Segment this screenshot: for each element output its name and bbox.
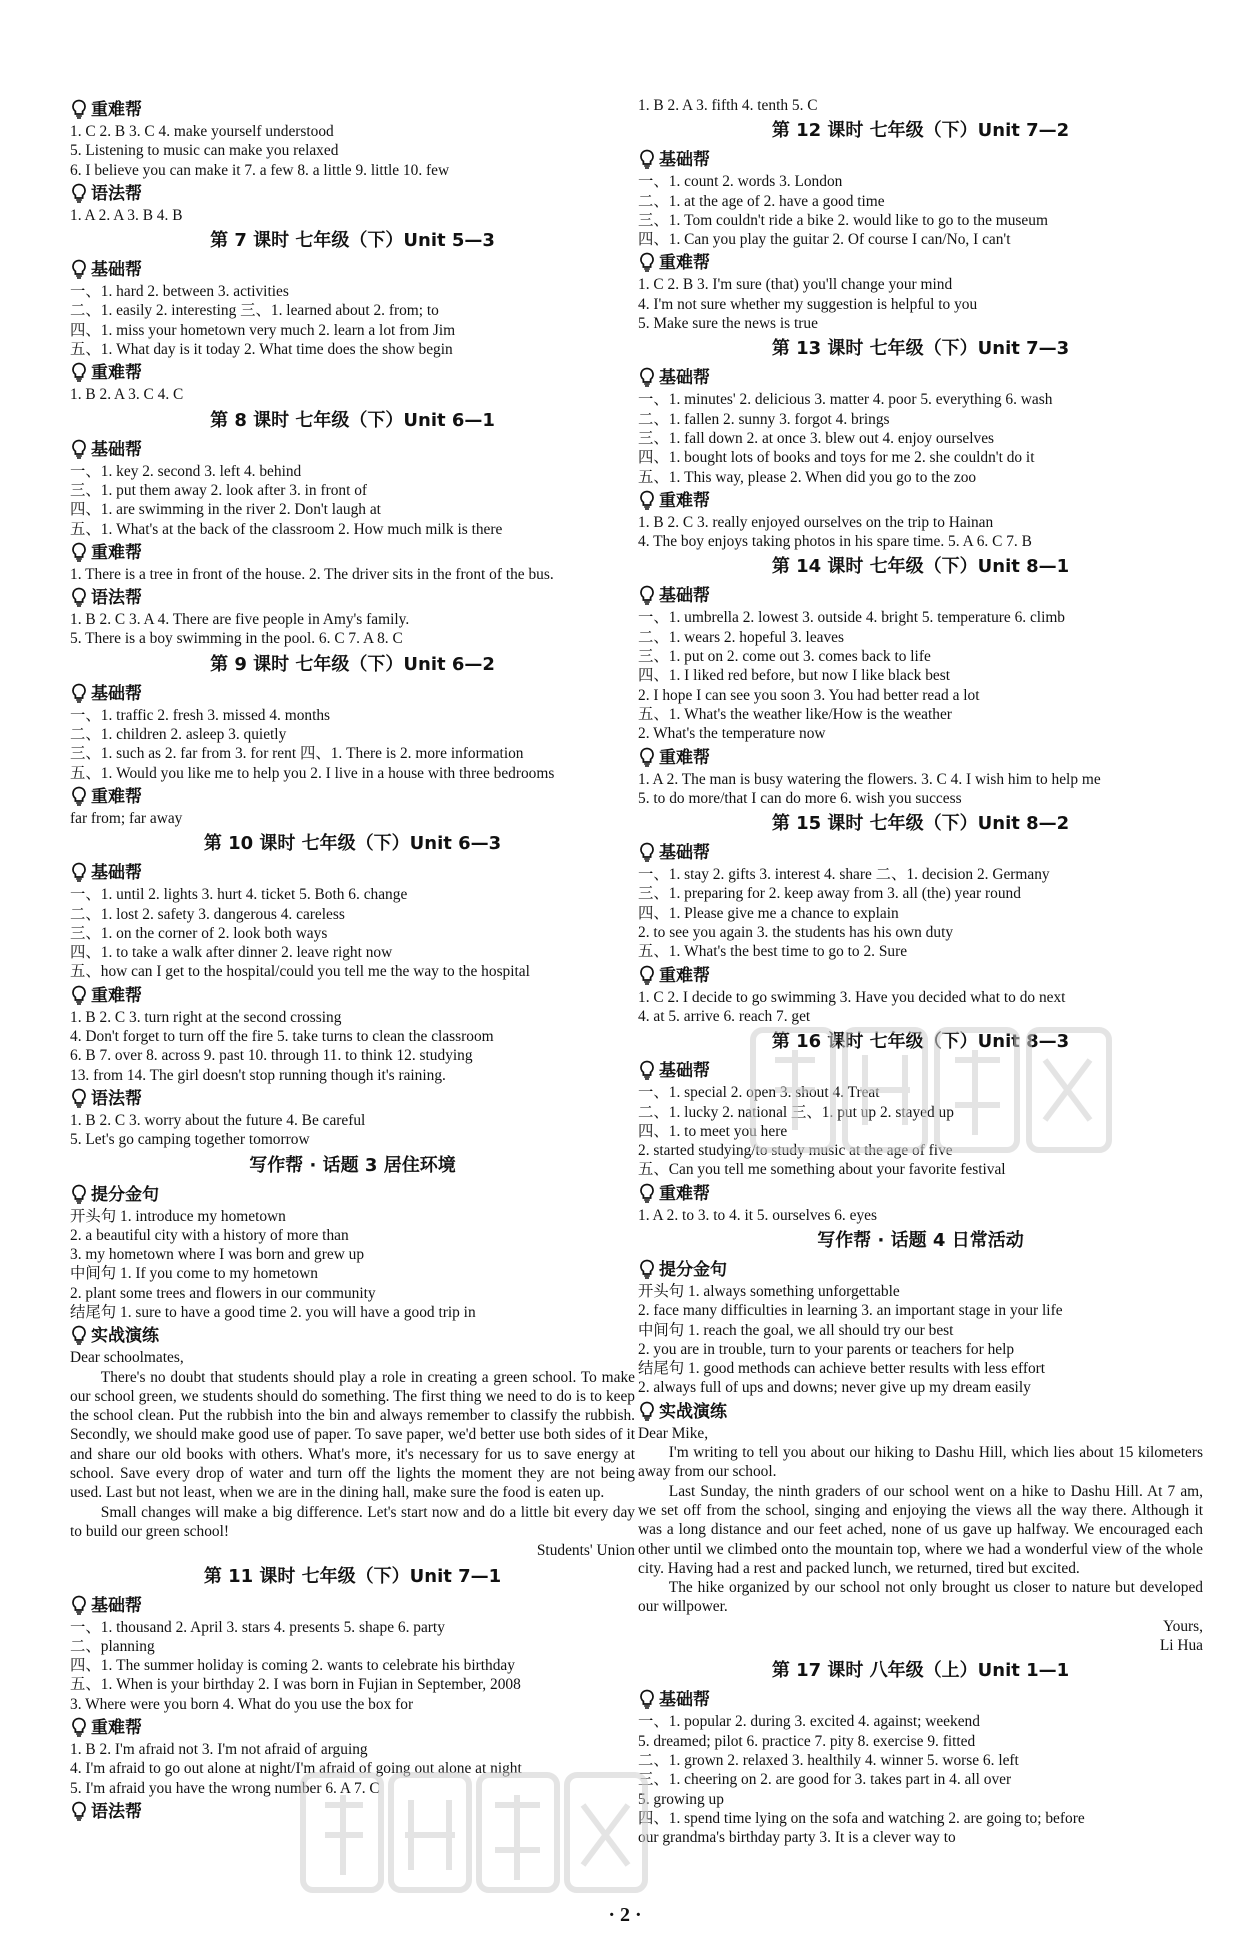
answer-line: 5. I'm afraid you have the wrong number 6. A 7. C xyxy=(70,1779,380,1797)
lightbulb-icon xyxy=(70,184,91,204)
answer-line: 5. Let's go camping together tomorrow xyxy=(70,1131,310,1149)
section-heading-label: 基础帮 xyxy=(659,843,710,864)
answer-line: 4. at 5. arrive 6. reach 7. get xyxy=(638,1007,811,1025)
lightbulb-icon xyxy=(70,1718,91,1738)
section-heading xyxy=(70,682,635,706)
answer-line: far from; far away xyxy=(70,809,183,827)
answer-line: 一、1. stay 2. gifts 3. interest 4. share 二、1. decision 2. Germany xyxy=(638,866,1050,884)
section-heading xyxy=(638,841,1203,865)
section-heading-label: 基础帮 xyxy=(91,683,142,704)
section-heading-label: 基础帮 xyxy=(91,439,142,460)
section-heading xyxy=(70,984,635,1008)
answer-line: 二、1. wears 2. hopeful 3. leaves xyxy=(638,628,845,646)
section-heading-label: 基础帮 xyxy=(659,1690,710,1711)
lightbulb-icon xyxy=(70,588,91,608)
answer-line: 2. face many difficulties in learning 3. an important stage in your life xyxy=(638,1302,1063,1320)
lightbulb-icon xyxy=(70,1802,91,1822)
answer-line: 五、1. What's the best time to go to 2. Sure xyxy=(638,943,908,961)
answer-line: 一、1. key 2. second 3. left 4. behind xyxy=(70,462,302,480)
answer-line: 一、1. thousand 2. April 3. stars 4. presents 5. shape 6. party xyxy=(70,1618,445,1636)
section-heading xyxy=(638,584,1203,608)
section-heading-label: 基础帮 xyxy=(659,1061,710,1082)
lightbulb-icon xyxy=(70,684,91,704)
answer-line: 1. B 2. I'm afraid not 3. I'm not afraid of arguing xyxy=(70,1741,368,1759)
section-heading xyxy=(70,258,635,282)
lightbulb-icon xyxy=(70,1089,91,1109)
section-heading-label: 重难帮 xyxy=(91,1718,142,1739)
answer-line: 四、1. Can you play the guitar 2. Of course I can/No, I can't xyxy=(638,231,1011,249)
lightbulb-icon xyxy=(70,1326,91,1346)
answer-line: 1. B 2. C 3. worry about the future 4. Be careful xyxy=(70,1111,366,1129)
answer-line: Dear schoolmates, xyxy=(70,1349,184,1367)
lesson-title: 第 9 课时 七年级（下）Unit 6—2 xyxy=(210,653,495,675)
lightbulb-icon xyxy=(70,543,91,563)
section-heading-label: 提分金句 xyxy=(91,1184,159,1205)
section-heading xyxy=(638,1182,1203,1206)
answer-line: 二、1. at the age of 2. have a good time xyxy=(638,192,885,210)
section-heading-label: 重难帮 xyxy=(91,985,142,1006)
section-heading xyxy=(638,1258,1203,1282)
answer-line: Dear Mike, xyxy=(638,1424,709,1442)
lightbulb-icon xyxy=(638,966,659,986)
answer-line: 6. B 7. over 8. across 9. past 10. through 11. to think 12. studying xyxy=(70,1047,473,1065)
section-heading xyxy=(638,1688,1203,1712)
lightbulb-icon xyxy=(70,986,91,1006)
answer-line: 1. B 2. A 3. fifth 4. tenth 5. C xyxy=(638,97,818,114)
answer-line: 3. my hometown where I was born and grew up xyxy=(70,1246,365,1264)
answer-line: 5. to do more/that I can do more 6. wish you success xyxy=(638,789,962,807)
answer-line: 四、1. Please give me a chance to explain xyxy=(638,904,899,922)
answer-line: 1. B 2. C 3. turn right at the second crossing xyxy=(70,1008,342,1026)
lightbulb-icon xyxy=(70,363,91,383)
section-heading xyxy=(70,1716,635,1740)
answer-line: 1. A 2. The man is busy watering the flowers. 3. C 4. I wish him to help me xyxy=(638,770,1101,788)
essay-paragraph: Small changes will make a big difference. Let's start now and do a little bit every day to build our green school! xyxy=(70,1503,635,1540)
section-heading xyxy=(70,182,635,206)
lightbulb-icon xyxy=(70,787,91,807)
answer-line: 5. There is a boy swimming in the pool. 6. C 7. A 8. C xyxy=(70,630,403,648)
lightbulb-icon xyxy=(638,491,659,511)
essay-paragraph: The hike organized by our school not only brought us closer to nature but developed our willpower. xyxy=(638,1579,1203,1616)
answer-line: 5. Listening to music can make you relaxed xyxy=(70,142,339,160)
answer-line: 5. Make sure the news is true xyxy=(638,315,818,333)
section-heading xyxy=(70,541,635,565)
answer-line: 二、1. lucky 2. national 三、1. put up 2. stayed up xyxy=(638,1103,954,1121)
answer-line: 一、1. hard 2. between 3. activities xyxy=(70,283,289,301)
section-heading-label: 基础帮 xyxy=(91,260,142,281)
section-heading-label: 基础帮 xyxy=(91,863,142,884)
answer-line: 一、1. minutes' 2. delicious 3. matter 4. poor 5. everything 6. wash xyxy=(638,391,1053,409)
answer-line: 2. you are in trouble, turn to your parents or teachers for help xyxy=(638,1340,1015,1358)
answer-line: 三、1. on the corner of 2. look both ways xyxy=(70,924,328,942)
answer-line: 五、1. When is your birthday 2. I was born in Fujian in September, 2008 xyxy=(70,1676,521,1694)
section-heading-label: 基础帮 xyxy=(659,150,710,171)
section-heading-label: 基础帮 xyxy=(659,586,710,607)
answer-line: 一、1. count 2. words 3. London xyxy=(638,173,843,191)
answer-line: 2. to see you again 3. the students has his own duty xyxy=(638,924,954,942)
answer-line: 四、1. I liked red before, but now I like black best xyxy=(638,667,950,685)
answer-line: 2. I hope I can see you soon 3. You had better read a lot xyxy=(638,686,980,704)
answer-line: 二、1. fallen 2. sunny 3. forgot 4. brings xyxy=(638,410,890,428)
answer-line: 一、1. until 2. lights 3. hurt 4. ticket 5. Both 6. change xyxy=(70,886,408,904)
lightbulb-icon xyxy=(638,1690,659,1710)
section-heading-label: 语法帮 xyxy=(91,1801,142,1822)
section-heading xyxy=(70,861,635,885)
answer-line: 结尾句 1. sure to have a good time 2. you will have a good trip in xyxy=(70,1303,476,1321)
section-heading-label: 重难帮 xyxy=(659,965,710,986)
answer-line: 一、1. umbrella 2. lowest 3. outside 4. bright 5. temperature 6. climb xyxy=(638,609,1066,627)
answer-line: 四、1. to take a walk after dinner 2. leave right now xyxy=(70,944,393,962)
answer-line: 5. growing up xyxy=(638,1790,724,1808)
answer-line: 三、1. preparing for 2. keep away from 3. all (the) year round xyxy=(638,885,1021,903)
answer-line: 1. C 2. B 3. C 4. make yourself understood xyxy=(70,123,334,140)
section-heading-label: 实战演练 xyxy=(91,1326,159,1347)
lesson-title: 第 12 课时 七年级（下）Unit 7—2 xyxy=(771,120,1070,142)
lightbulb-icon xyxy=(638,1061,659,1081)
answer-line: 1. C 2. B 3. I'm sure (that) you'll change your mind xyxy=(638,276,953,294)
lightbulb-icon xyxy=(638,368,659,388)
answer-line: 五、1. Would you like me to help you 2. I live in a house with three bedrooms xyxy=(70,764,555,782)
lesson-title: 第 14 课时 七年级（下）Unit 8—1 xyxy=(771,556,1070,578)
signature-line: Students' Union xyxy=(536,1542,635,1560)
answer-line: 2. What's the temperature now xyxy=(638,725,826,743)
page-number: · 2 · xyxy=(608,1904,642,1926)
section-heading xyxy=(638,251,1203,275)
answer-line: 4. Don't forget to turn off the fire 5. take turns to clean the classroom xyxy=(70,1028,494,1046)
section-heading xyxy=(70,361,635,385)
answer-line: 1. A 2. to 3. to 4. it 5. ourselves 6. eyes xyxy=(638,1206,877,1224)
essay-paragraph: I'm writing to tell you about our hiking to Dashu Hill, which lies about 15 kilometers away from our school. xyxy=(638,1444,1203,1481)
section-heading xyxy=(70,438,635,462)
section-heading xyxy=(70,785,635,809)
answer-line: 4. I'm not sure whether my suggestion is helpful to you xyxy=(638,295,978,313)
section-heading-label: 语法帮 xyxy=(91,1088,142,1109)
answer-line: 中间句 1. If you come to my hometown xyxy=(70,1265,318,1283)
section-heading-label: 提分金句 xyxy=(659,1259,727,1280)
answer-line: 五、how can I get to the hospital/could you tell me the way to the hospital xyxy=(70,963,530,981)
lesson-title: 第 8 课时 七年级（下）Unit 6—1 xyxy=(210,409,495,431)
left-column xyxy=(70,96,635,1824)
section-heading xyxy=(70,1183,635,1207)
lesson-title: 第 17 课时 八年级（上）Unit 1—1 xyxy=(771,1660,1070,1682)
answer-line: 四、1. bought lots of books and toys for me 2. she couldn't do it xyxy=(638,449,1035,467)
lesson-title: 第 11 课时 七年级（下）Unit 7—1 xyxy=(203,1565,502,1587)
answer-line: 二、1. lost 2. safety 3. dangerous 4. careless xyxy=(70,905,345,923)
answer-line: 中间句 1. reach the goal, we all should try our best xyxy=(638,1321,954,1339)
lightbulb-icon xyxy=(70,863,91,883)
section-heading-label: 重难帮 xyxy=(91,786,142,807)
section-heading xyxy=(70,98,635,122)
answer-line: 五、1. What day is it today 2. What time does the show begin xyxy=(70,341,453,359)
section-heading xyxy=(638,746,1203,770)
answer-line: 2. started studying/to study music at the age of five xyxy=(638,1142,953,1160)
lightbulb-icon xyxy=(70,100,91,120)
answer-line: 五、1. This way, please 2. When did you go to the zoo xyxy=(638,468,977,486)
answer-line: 结尾句 1. good methods can achieve better results with less effort xyxy=(638,1360,1046,1378)
answer-line: 四、1. are swimming in the river 2. Don't laugh at xyxy=(70,501,381,519)
section-heading-label: 语法帮 xyxy=(91,183,142,204)
answer-line: 二、1. easily 2. interesting 三、1. learned about 2. from; to xyxy=(70,302,439,320)
section-heading-label: 基础帮 xyxy=(91,1595,142,1616)
lesson-title: 第 15 课时 七年级（下）Unit 8—2 xyxy=(771,813,1070,835)
section-heading-label: 语法帮 xyxy=(91,588,142,609)
answer-line: 三、1. such as 2. far from 3. for rent 四、1. There is 2. more information xyxy=(70,745,524,763)
lightbulb-icon xyxy=(638,1260,659,1280)
answer-line: 2. always full of ups and downs; never give up my dream easily xyxy=(638,1379,1031,1397)
section-heading-label: 实战演练 xyxy=(659,1401,727,1422)
answer-line: 一、1. traffic 2. fresh 3. missed 4. months xyxy=(70,706,331,724)
lightbulb-icon xyxy=(638,748,659,768)
answer-line: 四、1. to meet you here xyxy=(638,1122,788,1140)
answer-line: 4. The boy enjoys taking photos in his spare time. 5. A 6. C 7. B xyxy=(638,533,1032,551)
section-heading xyxy=(70,1087,635,1111)
answer-line: 三、1. Tom couldn't ride a bike 2. would like to go to the museum xyxy=(638,211,1048,229)
answer-line: 1. B 2. C 3. A 4. There are five people in Amy's family. xyxy=(70,611,410,629)
answer-line: 2. a beautiful city with a history of more than xyxy=(70,1226,349,1244)
answer-line: 五、1. What's the weather like/How is the weather xyxy=(638,705,952,723)
lightbulb-icon xyxy=(70,1185,91,1205)
right-column xyxy=(638,96,1203,1847)
section-heading-label: 重难帮 xyxy=(91,542,142,563)
lesson-title: 第 13 课时 七年级（下）Unit 7—3 xyxy=(771,338,1070,360)
answer-line: 1. B 2. A 3. C 4. C xyxy=(70,386,184,404)
answer-line: 四、1. spend time lying on the sofa and watching 2. are going to; before xyxy=(638,1809,1085,1827)
signature-line: Li Hua xyxy=(1159,1637,1203,1655)
lightbulb-icon xyxy=(638,1184,659,1204)
section-heading-label: 重难帮 xyxy=(659,1183,710,1204)
answer-line: 一、1. popular 2. during 3. excited 4. against; weekend xyxy=(638,1713,980,1731)
lesson-title: 写作帮 · 话题 3 居住环境 xyxy=(249,1154,456,1176)
section-heading-label: 重难帮 xyxy=(91,363,142,384)
lightbulb-icon xyxy=(70,1596,91,1616)
section-heading xyxy=(70,586,635,610)
answer-line: our grandma's birthday party 3. It is a clever way to xyxy=(638,1829,956,1847)
essay-paragraph: Last Sunday, the ninth graders of our school went on a hike to Dashu Hill. At 7 am, we set off from the school, singing and enjoying the views all the way there. Although it was a long distance and our feet ached, none of us gave up halfway. We encouraged each other until we climbed onto the mountain top, where we had a wonderful view of the whole city. Having had a rest and packed lunch, we returned, tired but excited. xyxy=(638,1482,1203,1577)
answer-line: 五、Can you tell me something about your favorite festival xyxy=(638,1161,1006,1179)
lesson-title: 写作帮 · 话题 4 日常活动 xyxy=(817,1229,1024,1251)
signature-line: Yours, xyxy=(1163,1617,1203,1635)
answer-line: 13. from 14. The girl doesn't stop running though it's raining. xyxy=(70,1066,446,1084)
section-heading xyxy=(70,1800,635,1824)
answer-line: 1. A 2. A 3. B 4. B xyxy=(70,206,183,224)
lightbulb-icon xyxy=(638,843,659,863)
answer-line: 开头句 1. introduce my hometown xyxy=(70,1207,286,1225)
section-heading xyxy=(638,148,1203,172)
section-heading-label: 重难帮 xyxy=(659,253,710,274)
answer-line: 二、1. grown 2. relaxed 3. healthily 4. winner 5. worse 6. left xyxy=(638,1751,1019,1769)
lightbulb-icon xyxy=(638,150,659,170)
lesson-title: 第 16 课时 七年级（下）Unit 8—3 xyxy=(771,1031,1070,1053)
answer-line: 五、1. What's at the back of the classroom 2. How much milk is there xyxy=(70,520,503,538)
answer-line: 二、1. children 2. asleep 3. quietly xyxy=(70,726,287,744)
section-heading xyxy=(638,489,1203,513)
lesson-title: 第 10 课时 七年级（下）Unit 6—3 xyxy=(203,833,502,855)
section-heading-label: 重难帮 xyxy=(659,747,710,768)
answer-line: 开头句 1. always something unforgettable xyxy=(638,1282,900,1300)
lesson-title: 第 7 课时 七年级（下）Unit 5—3 xyxy=(210,230,495,252)
answer-line: 三、1. fall down 2. at once 3. blew out 4. enjoy ourselves xyxy=(638,429,995,447)
answer-line: 1. C 2. I decide to go swimming 3. Have you decided what to do next xyxy=(638,988,1066,1006)
lightbulb-icon xyxy=(70,260,91,280)
section-heading xyxy=(638,366,1203,390)
section-heading-label: 基础帮 xyxy=(659,368,710,389)
answer-line: 四、1. The summer holiday is coming 2. wants to celebrate his birthday xyxy=(70,1657,515,1675)
answer-line: 4. I'm afraid to go out alone at night/I'm afraid of going out alone at night xyxy=(70,1760,522,1778)
essay-paragraph: There's no doubt that students should play a role in creating a green school. To make our school green, we students should do something. The first thing we need to do is to keep the school clean. Put the rubbish into the bin and always remember to classify the rubbish. Secondly, we should make good use of paper. To save paper, we'd better use both sides of it and share our old books with others. What's more, it's necessary for us to save energy at school. Save every drop of water and turn off the lights the moment they are not being used. Last but not least, when we are in the dining hall, make sure the food is eaten up. xyxy=(70,1368,635,1502)
answer-line: 3. Where were you born 4. What do you use the box for xyxy=(70,1695,414,1713)
section-heading xyxy=(638,1400,1203,1424)
section-heading xyxy=(70,1324,635,1348)
answer-line: 三、1. cheering on 2. are good for 3. takes part in 4. all over xyxy=(638,1771,1012,1789)
lightbulb-icon xyxy=(638,253,659,273)
answer-line: 三、1. put on 2. come out 3. comes back to life xyxy=(638,648,931,666)
answer-line: 1. There is a tree in front of the house. 2. The driver sits in the front of the bus. xyxy=(70,565,554,583)
answer-line: 一、1. special 2. open 3. shout 4. Treat xyxy=(638,1084,880,1102)
answer-line: 二、planning xyxy=(70,1637,155,1655)
answer-line: 6. I believe you can make it 7. a few 8. a little 9. little 10. few xyxy=(70,161,450,179)
lightbulb-icon xyxy=(70,440,91,460)
answer-line: 5. dreamed; pilot 6. practice 7. pity 8. exercise 9. fitted xyxy=(638,1732,976,1750)
section-heading-label: 重难帮 xyxy=(659,490,710,511)
section-heading xyxy=(638,964,1203,988)
answer-line: 四、1. miss your hometown very much 2. learn a lot from Jim xyxy=(70,321,456,339)
answer-line: 1. B 2. C 3. really enjoyed ourselves on the trip to Hainan xyxy=(638,513,994,531)
answer-line: 三、1. put them away 2. look after 3. in front of xyxy=(70,481,368,499)
section-heading xyxy=(70,1594,635,1618)
section-heading-label: 重难帮 xyxy=(91,100,142,120)
lightbulb-icon xyxy=(638,586,659,606)
section-heading xyxy=(638,1059,1203,1083)
lightbulb-icon xyxy=(638,1402,659,1422)
answer-line: 2. plant some trees and flowers in our community xyxy=(70,1284,376,1302)
